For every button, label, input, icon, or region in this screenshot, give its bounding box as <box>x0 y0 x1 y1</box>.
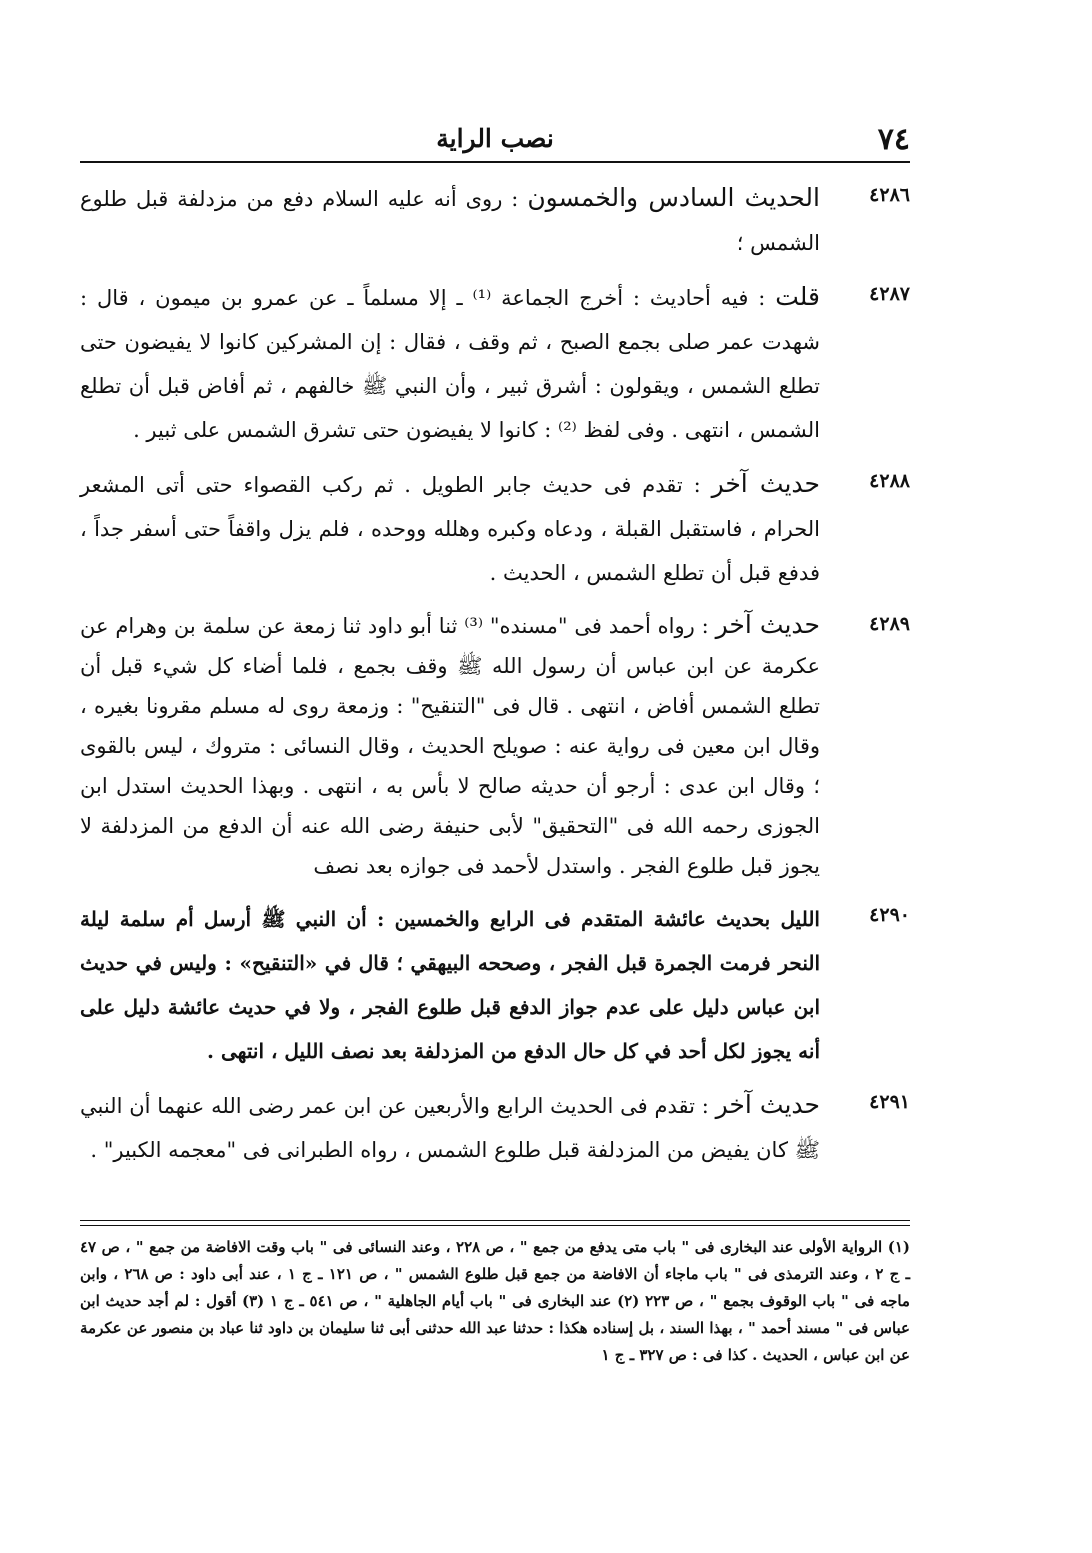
entry-body: : روى أنه عليه السلام دفع من مزدلفة قبل طلوع الشمس ؛ <box>80 187 820 255</box>
entry-text <box>80 1083 820 1172</box>
footnotes <box>80 1234 910 1369</box>
entry-number: ٤٢٨٩ <box>869 613 910 635</box>
entry-lead: حديث آخر <box>711 469 820 498</box>
entry-lead: حديث آخر <box>715 1090 820 1119</box>
entry-text <box>80 605 820 886</box>
entry-text <box>80 462 820 595</box>
footnote-rule <box>80 1220 910 1226</box>
page-header <box>80 122 910 158</box>
entry-body: الليل بحديث عائشة المتقدم فى الرابع والخمسين : أن النبي ﷺ أرسل أم سلمة ليلة النحر فرمت الجمرة قبل الفجر ، وصححه البيهقي ؛ قال في «التنقيح» : وليس في حديث ابن عباس دليل على عدم جواز الدفع قبل طلوع الفجر ، ولا في حديث عائشة دليل على أنه يجوز لكل أحد في كل حال الدفع من المزدلفة بعد نصف الليل ، انتهى . <box>80 907 820 1063</box>
header-rule <box>80 161 910 163</box>
entry-body: : تقدم فى الحديث الرابع والأربعين عن ابن عمر رضى الله عنهما أن النبي ﷺ كان يفيض من المزدلفة قبل طلوع الشمس ، رواه الطبرانى فى "معجمه الكبير" . <box>80 1094 820 1162</box>
hadith-entry <box>80 176 910 265</box>
footnote-text: (١) الرواية الأولى عند البخارى فى " باب متى يدفع من جمع " ، ص ٢٢٨ ، وعند النسائى فى " باب وقت الافاضة من جمع " ، ص ٤٧ ـ ج ٢ ، وعند الترمذى فى " باب ماجاء أن الافاضة من جمع قبل طلوع الشمس " ، ص ١٢١ ـ ج ١ ، عند أبى داود : ص ٢٦٨ ، وابن ماجه فى " باب الوقوف بجمع " ، ص ٢٢٣ (٢) عند البخارى فى " باب أيام الجاهلية " ، ص ٥٤١ ـ ج ١ (٣) أقول : لم أجد حديث ابن عباس فى " مسند أحمد " ، بهذا السند ، بل إسناده هكذا : حدثنا عبد الله حدثنى أبى ثنا سليمان بن داود ثنا عباد بن منصور عن عكرمة عن ابن عباس ، الحديث . كذا فى : ص ٣٢٧ ـ ج ١ <box>80 1238 910 1364</box>
entry-text <box>80 896 820 1073</box>
entry-text <box>80 176 820 265</box>
hadith-entry <box>80 275 910 452</box>
entry-body: : تقدم فى حديث جابر الطويل . ثم ركب القصواء حتى أتى المشعر الحرام ، فاستقبل القبلة ، ودعاه وكبره وهلله ووحده ، فلم يزل واقفاً حتى أسفر جداً ، فدفع قبل أن تطلع الشمس ، الحديث . <box>80 473 820 585</box>
hadith-entry <box>80 605 910 886</box>
entry-number: ٤٢٨٧ <box>869 283 910 305</box>
entry-lead: حديث آخر <box>715 610 820 639</box>
hadith-entry <box>80 896 910 1073</box>
entry-number: ٤٢٩١ <box>869 1091 910 1113</box>
entry-number: ٤٢٨٨ <box>869 470 910 492</box>
book-page <box>80 0 1010 1553</box>
running-title: نصب الراية <box>436 124 554 153</box>
hadith-entry <box>80 462 910 595</box>
hadith-entries <box>80 176 910 1182</box>
entry-lead: الحديث السادس والخمسون <box>527 183 821 212</box>
page-number: ٧٤ <box>877 122 910 157</box>
entry-number: ٤٢٨٦ <box>869 184 910 206</box>
entry-number: ٤٢٩٠ <box>869 904 910 926</box>
entry-text <box>80 275 820 452</box>
entry-body: : رواه أحمد فى "مسنده" ⁽³⁾ ثنا أبو داود ثنا زمعة عن سلمة بن وهرام عن عكرمة عن ابن عباس أن رسول الله ﷺ وقف بجمع ، فلما أضاء كل شيء قبل أن تطلع الشمس أفاض ، انتهى . قال فى "التنقيح" : وزمعة روى له مسلم مقرونا بغيره ، وقال ابن معين فى رواية عنه : صويلح الحديث ، وقال النسائى : متروك ، ليس بالقوى ؛ وقال ابن عدى : أرجو أن حديثه صالح لا بأس به ، انتهى . وبهذا الحديث استدل ابن الجوزى رحمه الله فى "التحقيق" لأبى حنيفة رضى الله عنه أن الدفع من المزدلفة لا يجوز قبل طلوع الفجر . واستدل لأحمد فى جوازه بعد نصف <box>80 614 820 878</box>
entry-lead: قلت <box>775 282 820 311</box>
hadith-entry <box>80 1083 910 1172</box>
entry-body: : فيه أحاديث : أخرج الجماعة ⁽¹⁾ ـ إلا مسلماً ـ عن عمرو بن ميمون ، قال : شهدت عمر صلى بجمع الصبح ، ثم وقف ، فقال : إن المشركين كانوا لا يفيضون حتى تطلع الشمس ، ويقولون : أشرق ثبير ، وأن النبي ﷺ خالفهم ، ثم أفاض قبل أن تطلع الشمس ، انتهى . وفى لفظ ⁽²⁾ : كانوا لا يفيضون حتى تشرق الشمس على ثبير . <box>80 286 820 442</box>
